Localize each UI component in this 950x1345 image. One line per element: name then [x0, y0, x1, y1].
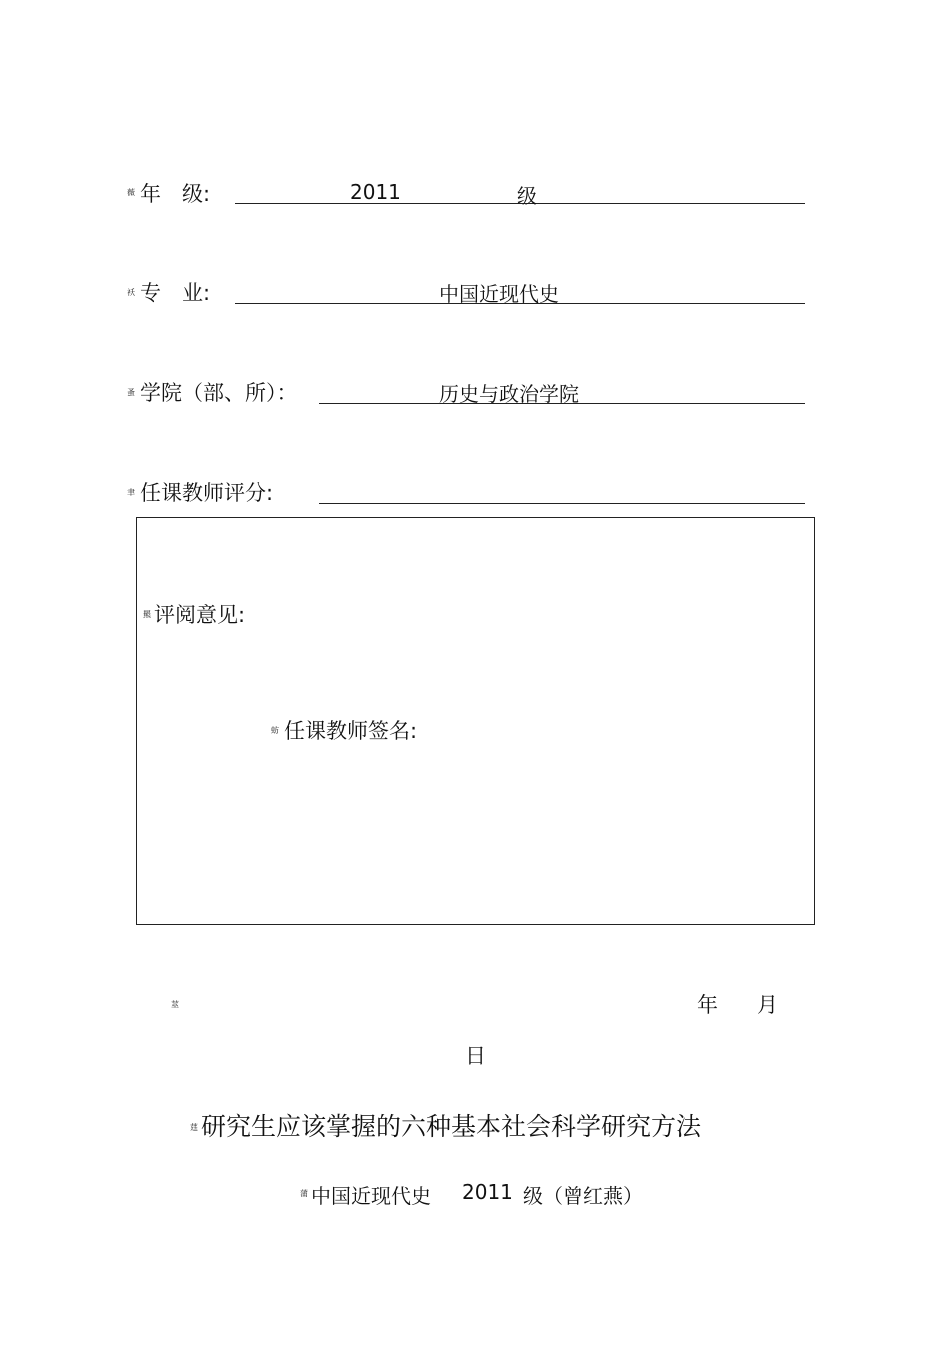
byline-mark: 蒲: [300, 1189, 308, 1198]
date-year-label: 年: [697, 993, 718, 1017]
signature-label: 任课教师签名:: [284, 719, 418, 743]
review-box: [136, 517, 815, 925]
grade-label: 年 级:: [140, 182, 211, 206]
score-label: 任课教师评分:: [140, 481, 274, 505]
comment-label: 评阅意见:: [154, 603, 246, 627]
date-mark: 莁: [171, 1000, 179, 1009]
score-mark: 聿: [127, 488, 135, 497]
college-value: 历史与政治学院: [439, 382, 579, 406]
grade-suffix-value: 级: [517, 184, 537, 208]
grade-year-value: 2011: [350, 180, 401, 204]
score-underline[interactable]: [319, 503, 805, 504]
college-mark: 蚤: [127, 388, 135, 397]
major-mark: 袄: [127, 288, 135, 297]
article-title: 研究生应该掌握的六种基本社会科学研究方法: [201, 1112, 702, 1141]
byline-rest: 级（曾红燕）: [523, 1184, 643, 1208]
comment-mark: 羆: [143, 610, 151, 619]
major-value: 中国近现代史: [439, 282, 559, 306]
grade-mark: 薇: [127, 188, 135, 197]
byline-year: 2011: [462, 1180, 513, 1204]
byline-major: 中国近现代史: [311, 1184, 431, 1208]
title-mark: 莛: [190, 1123, 198, 1132]
signature-mark: 蚄: [271, 726, 279, 735]
major-label: 专 业:: [140, 281, 211, 305]
date-month-label: 月: [757, 993, 778, 1017]
college-label: 学院（部、所）：: [140, 381, 298, 405]
date-day-label: 日: [465, 1044, 486, 1068]
